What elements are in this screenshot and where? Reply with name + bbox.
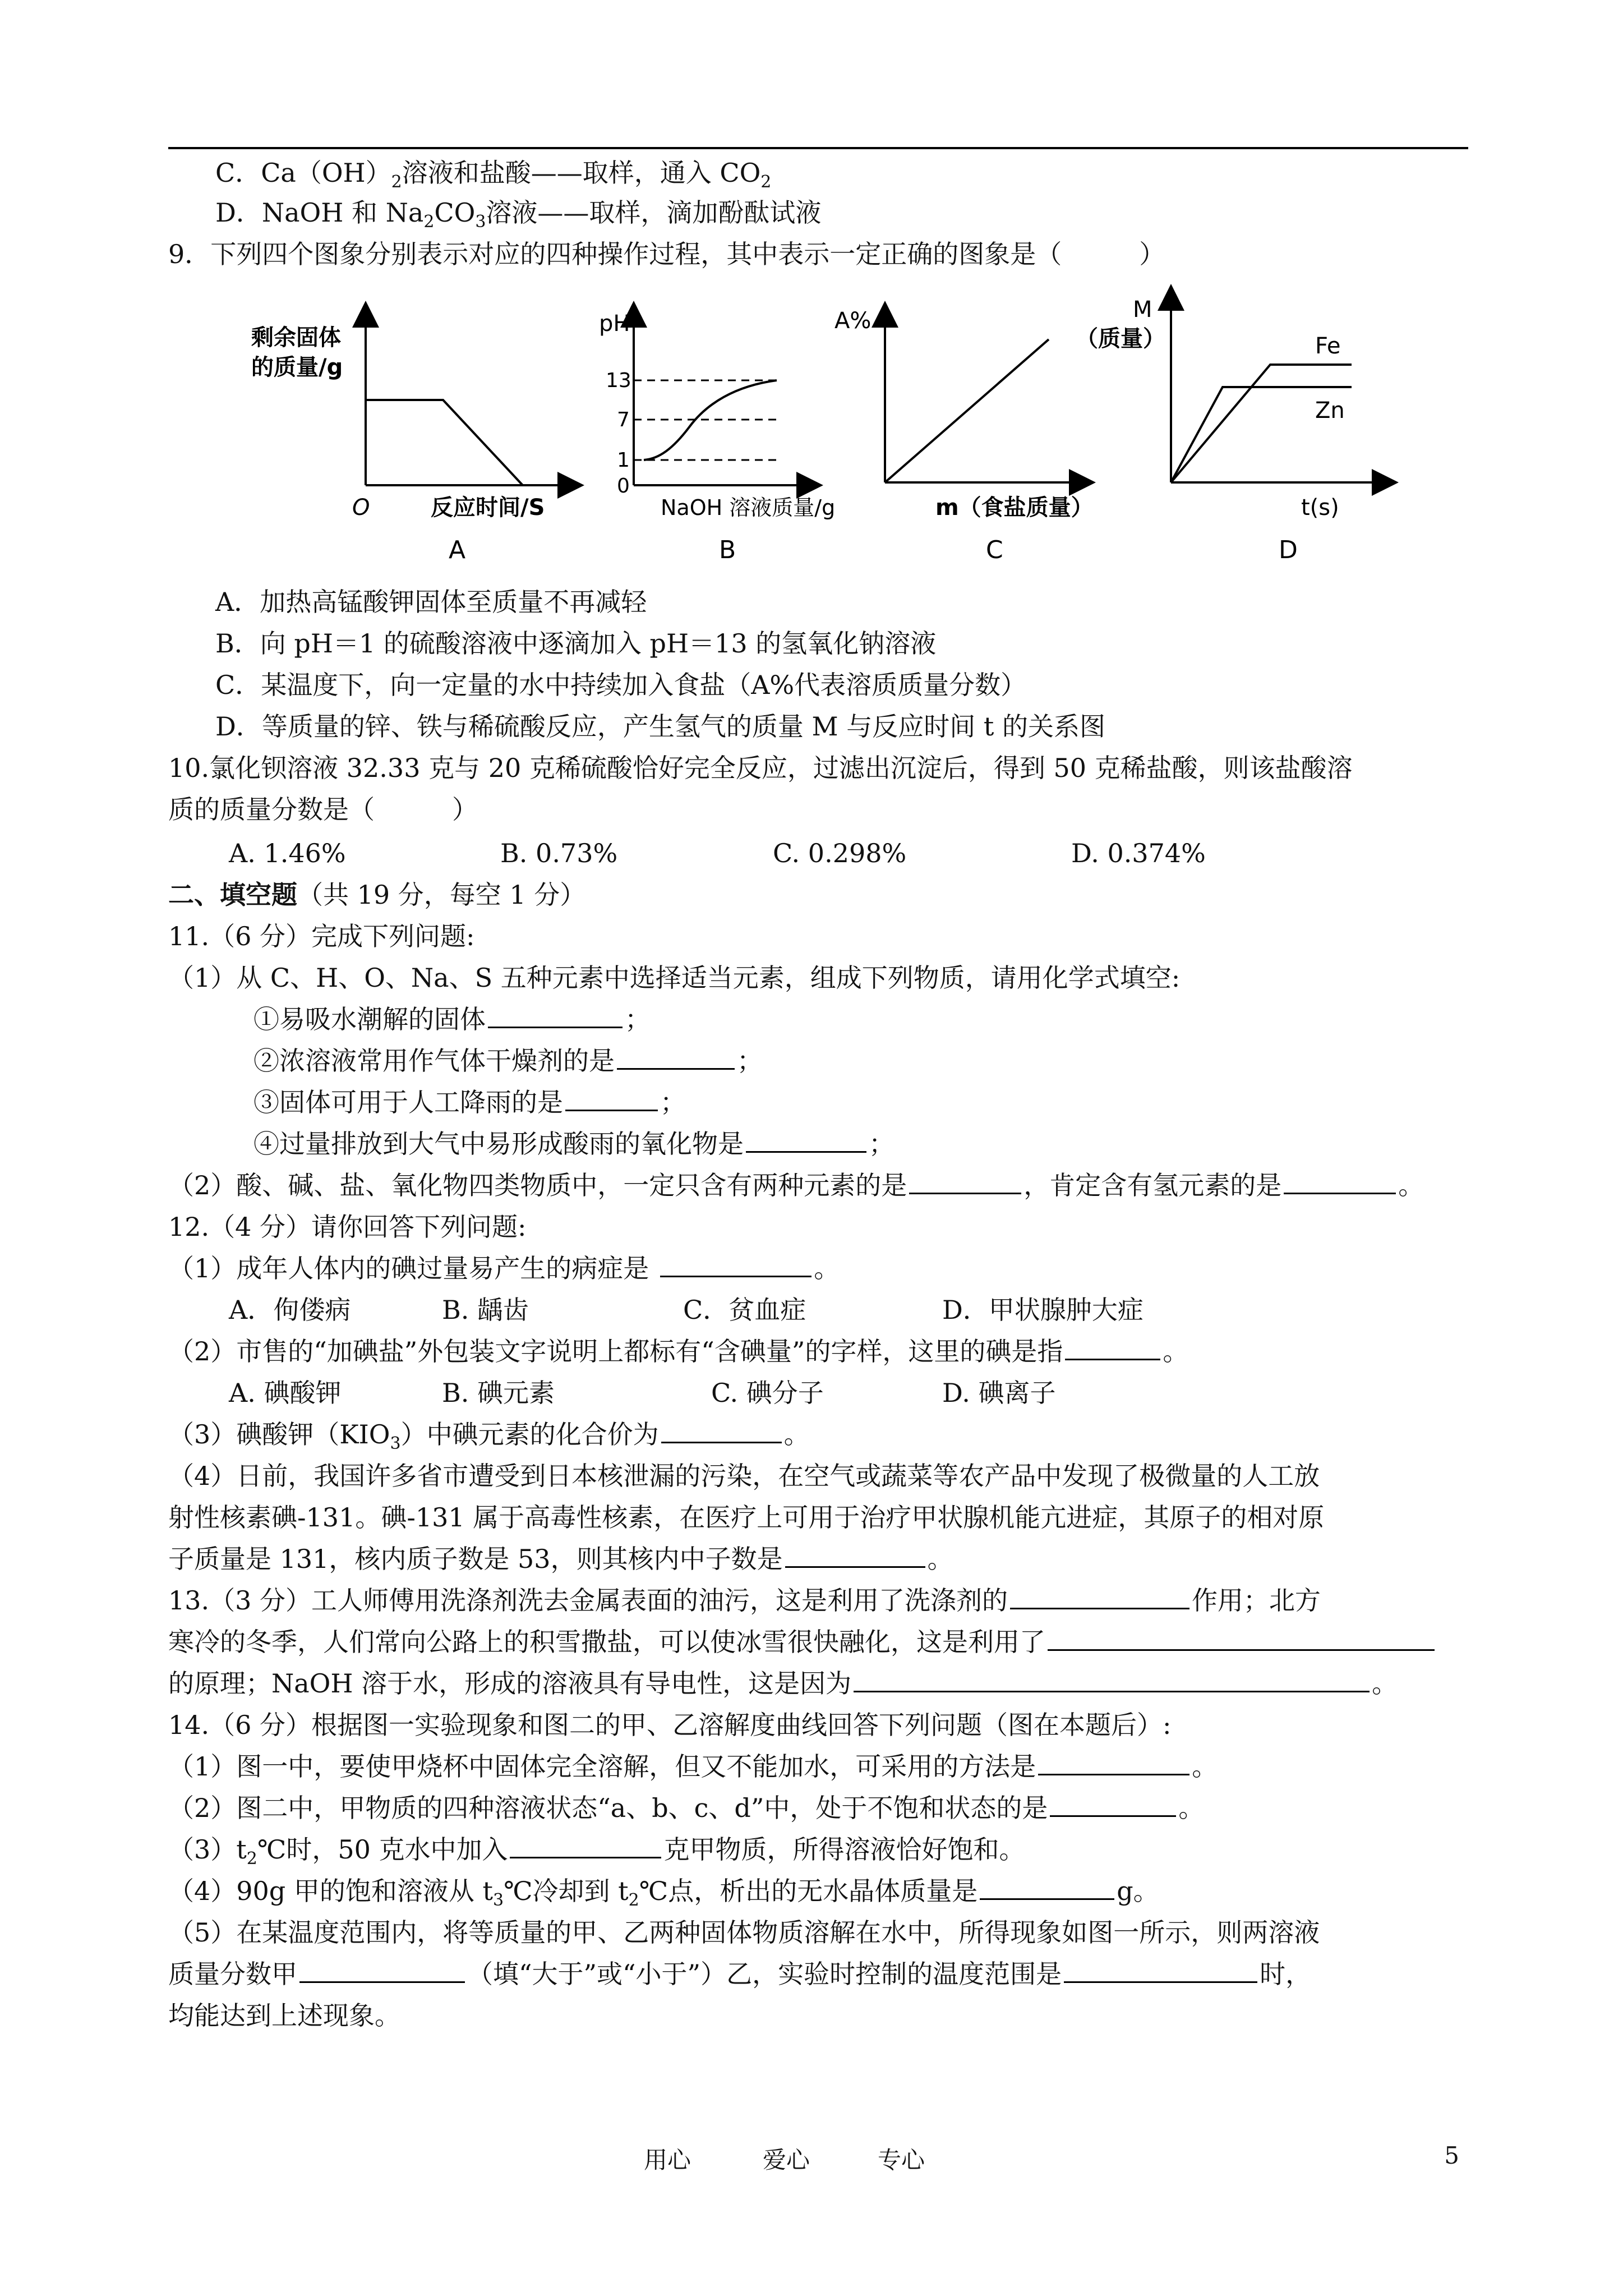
- q12-p2-choice-c: C. 碘分子: [711, 1378, 824, 1408]
- q11-blank-2[interactable]: [617, 1042, 735, 1070]
- q13-line-2: 寒冷的冬季，人们常向公路上的积雪撒盐，可以使冰雪很快融化，这是利用了: [168, 1623, 1437, 1660]
- q12-p1-choice-b: B. 龋齿: [442, 1295, 529, 1325]
- q14-blank-5[interactable]: [299, 1955, 465, 1983]
- q9-option-d: D．等质量的锌、铁与稀硫酸反应，产生氢气的质量 M 与反应时间 t 的关系图: [215, 711, 1105, 742]
- q9-option-c: C．某温度下，向一定量的水中持续加入食盐（A%代表溶质质量分数）: [215, 670, 1027, 700]
- q11-part-2: （2）酸、碱、盐、氧化物四类物质中，一定只含有两种元素的是 ，肯定含有氢元素的是 。: [168, 1167, 1424, 1204]
- graph-b-ylabel: pH: [599, 311, 630, 337]
- q13-blank-2[interactable]: [1048, 1623, 1435, 1651]
- q11-item-4: ④过量排放到大气中易形成酸雨的氧化物是 ；: [253, 1125, 895, 1162]
- graph-d: [1076, 297, 1385, 564]
- graph-d-series-fe: Fe: [1315, 333, 1341, 359]
- q8-option-c: C．$Ca(OH)_2$溶液和盐酸——取样，通入 $CO_2$: [215, 158, 772, 192]
- graph-a-caption: A: [449, 536, 466, 564]
- q14-part-2: （2）图二中，甲物质的四种溶液状态“a、b、c、d”中，处于不饱和状态的是 。: [168, 1789, 1204, 1826]
- graph-b: [599, 311, 835, 564]
- q9-option-b: B．向 pH＝1 的硫酸溶液中逐滴加入 pH＝13 的氢氧化钠溶液: [215, 628, 937, 659]
- section-2-heading: 二、填空题（共 19 分，每空 1 分）: [168, 880, 586, 910]
- footer-word-3: 专心: [878, 2146, 925, 2174]
- graph-a-curve: [366, 400, 523, 485]
- graph-b-tick-13: 13: [606, 369, 631, 392]
- q9-graphs: [0, 0, 1623, 583]
- graph-a-origin: O: [352, 495, 370, 521]
- graph-b-xlabel: NaOH 溶液质量/g: [661, 495, 836, 520]
- q12-part-4-line-1: （4）日前，我国许多省市遭受到日本核泄漏的污染，在空气或蔬菜等农产品中发现了极微量的人工放: [168, 1461, 1320, 1491]
- q11-item-3: ③固体可用于人工降雨的是 ；: [253, 1084, 686, 1121]
- graph-c-line: [885, 339, 1049, 482]
- q14-blank-1[interactable]: [1038, 1748, 1189, 1775]
- q12-p1-choice-d: D．甲状腺肿大症: [942, 1295, 1144, 1325]
- q12-part-4-line-2: 射性核素碘-131。碘-131 属于高毒性核素，在医疗上可用于治疗甲状腺机能亢进症，其原子的相对原: [168, 1502, 1325, 1533]
- q10-choice-d: D. 0.374%: [1071, 838, 1206, 868]
- q13-line-1: 13.（3 分）工人师傅用洗涤剂洗去金属表面的油污，这是利用了洗涤剂的 作用；北方: [168, 1582, 1321, 1619]
- q12-part-2: （2）市售的“加碘盐”外包装文字说明上都标有“含碘量”的字样，这里的碘是指 。: [168, 1333, 1188, 1370]
- q9-stem: 9．下列四个图象分别表示对应的四种操作过程，其中表示一定正确的图象是（ ）: [168, 239, 1165, 269]
- q12-part-1: （1）成年人体内的碘过量易产生的病症是 。: [168, 1250, 840, 1287]
- q11-item-2: ②浓溶液常用作气体干燥剂的是 ；: [253, 1042, 763, 1079]
- page-number: 5: [1444, 2142, 1459, 2169]
- q10-choice-a: A. 1.46%: [229, 838, 346, 868]
- q14-blank-2[interactable]: [1050, 1789, 1176, 1817]
- graph-a-xlabel: 反应时间/S: [431, 495, 545, 521]
- q14-part-3: $(3)t_2℃$时，50 克水中加入 克甲物质，所得溶液恰好饱和。: [168, 1831, 1025, 1868]
- q14-part-4: （4）90g 甲的饱和溶液从 $t_3℃$冷却到 $t_2℃$点，析出的无水晶体质量是 g。: [168, 1872, 1159, 1910]
- q12-part-4-line-3: 子质量是 131，核内质子数是 53，则其核内中子数是 。: [168, 1540, 953, 1577]
- graph-d-fe-line: [1171, 365, 1352, 482]
- q13-blank-1[interactable]: [1010, 1582, 1189, 1609]
- graph-a: [251, 314, 571, 564]
- q12-p1-choice-a: A．佝偻病: [229, 1295, 351, 1325]
- q12-blank-1[interactable]: [660, 1250, 811, 1277]
- graph-d-ylabel-2: （质量）: [1076, 326, 1165, 352]
- q14-title: 14.（6 分）根据图一实验现象和图二的甲、乙溶解度曲线回答下列问题（图在本题后）:: [168, 1710, 1172, 1740]
- q12-part-3: （3）碘酸钾$(KIO_3)$中碘元素的化合价为 。: [168, 1416, 810, 1453]
- graph-c: [834, 308, 1094, 564]
- graph-c-caption: C: [986, 536, 1003, 564]
- q11-blank-6[interactable]: [1284, 1167, 1396, 1194]
- graph-a-ylabel-1: 剩余固体: [251, 325, 341, 351]
- q11-item-1: ①易吸水潮解的固体 ；: [253, 1001, 651, 1038]
- q12-blank-3[interactable]: [661, 1416, 782, 1443]
- q14-blank-3[interactable]: [510, 1831, 661, 1858]
- q14-part-5-line-1: （5）在某温度范围内，将等质量的甲、乙两种固体物质溶解在水中，所得现象如图一所示，则两溶液: [168, 1917, 1320, 1948]
- q9-option-a: A．加热高锰酸钾固体至质量不再减轻: [215, 587, 647, 617]
- q12-p1-choice-c: C．贫血症: [683, 1295, 806, 1325]
- q14-blank-6[interactable]: [1064, 1955, 1257, 1983]
- graph-d-xlabel: t(s): [1301, 495, 1339, 521]
- q11-part-1: （1）从 C、H、O、Na、S 五种元素中选择适当元素，组成下列物质，请用化学式填空:: [168, 963, 1181, 993]
- graph-c-ylabel: A%: [834, 308, 872, 334]
- q8-option-d: D．NaOH 和 $Na_2CO_3$溶液——取样，滴加酚酞试液: [215, 197, 822, 232]
- footer-word-2: 爱心: [763, 2146, 810, 2174]
- graph-b-tick-1: 1: [617, 449, 630, 472]
- footer-word-1: 用心: [644, 2146, 691, 2174]
- graph-d-ylabel-1: M: [1133, 297, 1152, 323]
- graph-d-caption: D: [1279, 536, 1298, 564]
- q13-blank-3[interactable]: [854, 1665, 1370, 1692]
- q12-title: 12.（4 分）请你回答下列问题:: [168, 1212, 527, 1242]
- graph-d-series-zn: Zn: [1315, 398, 1345, 424]
- graph-c-xlabel: m（食盐质量）: [935, 495, 1094, 521]
- graph-b-caption: B: [719, 536, 736, 564]
- q11-title: 11.（6 分）完成下列问题:: [168, 921, 475, 951]
- q10-line-2: 质的质量分数是（ ）: [168, 794, 478, 825]
- q11-blank-3[interactable]: [565, 1084, 658, 1111]
- q12-p2-choice-b: B. 碘元素: [442, 1378, 555, 1408]
- q14-part-1: （1）图一中，要使甲烧杯中固体完全溶解，但又不能加水，可采用的方法是 。: [168, 1748, 1218, 1785]
- graph-a-ylabel-2: 的质量/g: [251, 355, 343, 380]
- q12-p2-choice-a: A. 碘酸钾: [229, 1378, 342, 1408]
- q10-choice-c: C. 0.298%: [773, 838, 907, 868]
- q14-part-5-line-2: 质量分数甲 （填“大于”或“小于”）乙，实验时控制的温度范围是 时，: [168, 1955, 1311, 1993]
- graph-b-tick-7: 7: [617, 408, 630, 431]
- q10-line-1: 10.氯化钡溶液 32.33 克与 20 克稀硫酸恰好完全反应，过滤出沉淀后，得到 50 克稀盐酸，则该盐酸溶: [168, 753, 1353, 783]
- q11-blank-4[interactable]: [746, 1125, 866, 1153]
- q12-blank-2[interactable]: [1065, 1333, 1160, 1360]
- graph-b-tick-0: 0: [617, 475, 630, 498]
- q10-choice-b: B. 0.73%: [500, 838, 618, 868]
- q12-blank-4[interactable]: [785, 1540, 925, 1568]
- q14-blank-4[interactable]: [980, 1872, 1114, 1900]
- q12-p2-choice-d: D. 碘离子: [942, 1378, 1056, 1408]
- q14-part-5-line-3: 均能达到上述现象。: [168, 2000, 400, 2031]
- q11-blank-5[interactable]: [909, 1167, 1021, 1194]
- q13-line-3: 的原理；NaOH 溶于水，形成的溶液具有导电性，这是因为 。: [168, 1665, 1398, 1702]
- q11-blank-1[interactable]: [488, 1001, 623, 1028]
